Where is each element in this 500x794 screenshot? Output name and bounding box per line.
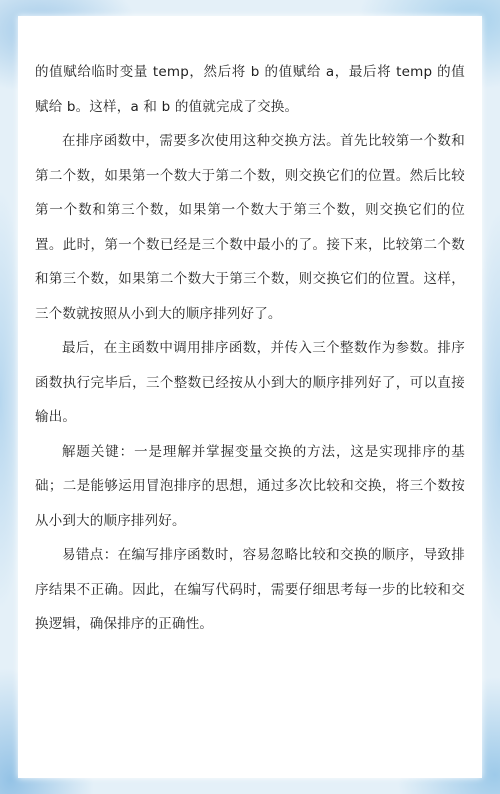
paragraph-common-mistakes: 易错点：在编写排序函数时，容易忽略比较和交换的顺序，导致排序结果不正确。因此，在编写代码时，需要仔细思考每一步的比较和交换逻辑，确保排序的正确性。 — [35, 547, 465, 632]
document-page — [18, 16, 482, 778]
paragraph-key-points: 解题关键：一是理解并掌握变量交换的方法，这是实现排序的基础；二是能够运用冒泡排序的思想，通过多次比较和交换，将三个数按从小到大的顺序排列好。 — [35, 443, 465, 529]
document-body — [35, 55, 465, 642]
paragraph-main-function: 最后，在主函数中调用排序函数，并传入三个整数作为参数。排序函数执行完毕后，三个整数已经按从小到大的顺序排列好了，可以直接输出。 — [35, 340, 465, 425]
paragraph-continuation: 的值赋给临时变量 temp，然后将 b 的值赋给 a，最后将 temp 的值赋给 b。这样，a 和 b 的值就完成了交换。 — [35, 64, 465, 115]
paragraph-sort-function: 在排序函数中，需要多次使用这种交换方法。首先比较第一个数和第二个数，如果第一个数大于第二个数，则交换它们的位置。然后比较第一个数和第三个数，如果第一个数大于第三个数，则交换它们的位置。此时，第一个数已经是三个数中最小的了。接下来，比较第二个数和第三个数，如果第二个数大于第三个数，则交换它们的位置。这样，三个数就按照从小到大的顺序排列好了。 — [35, 133, 465, 322]
